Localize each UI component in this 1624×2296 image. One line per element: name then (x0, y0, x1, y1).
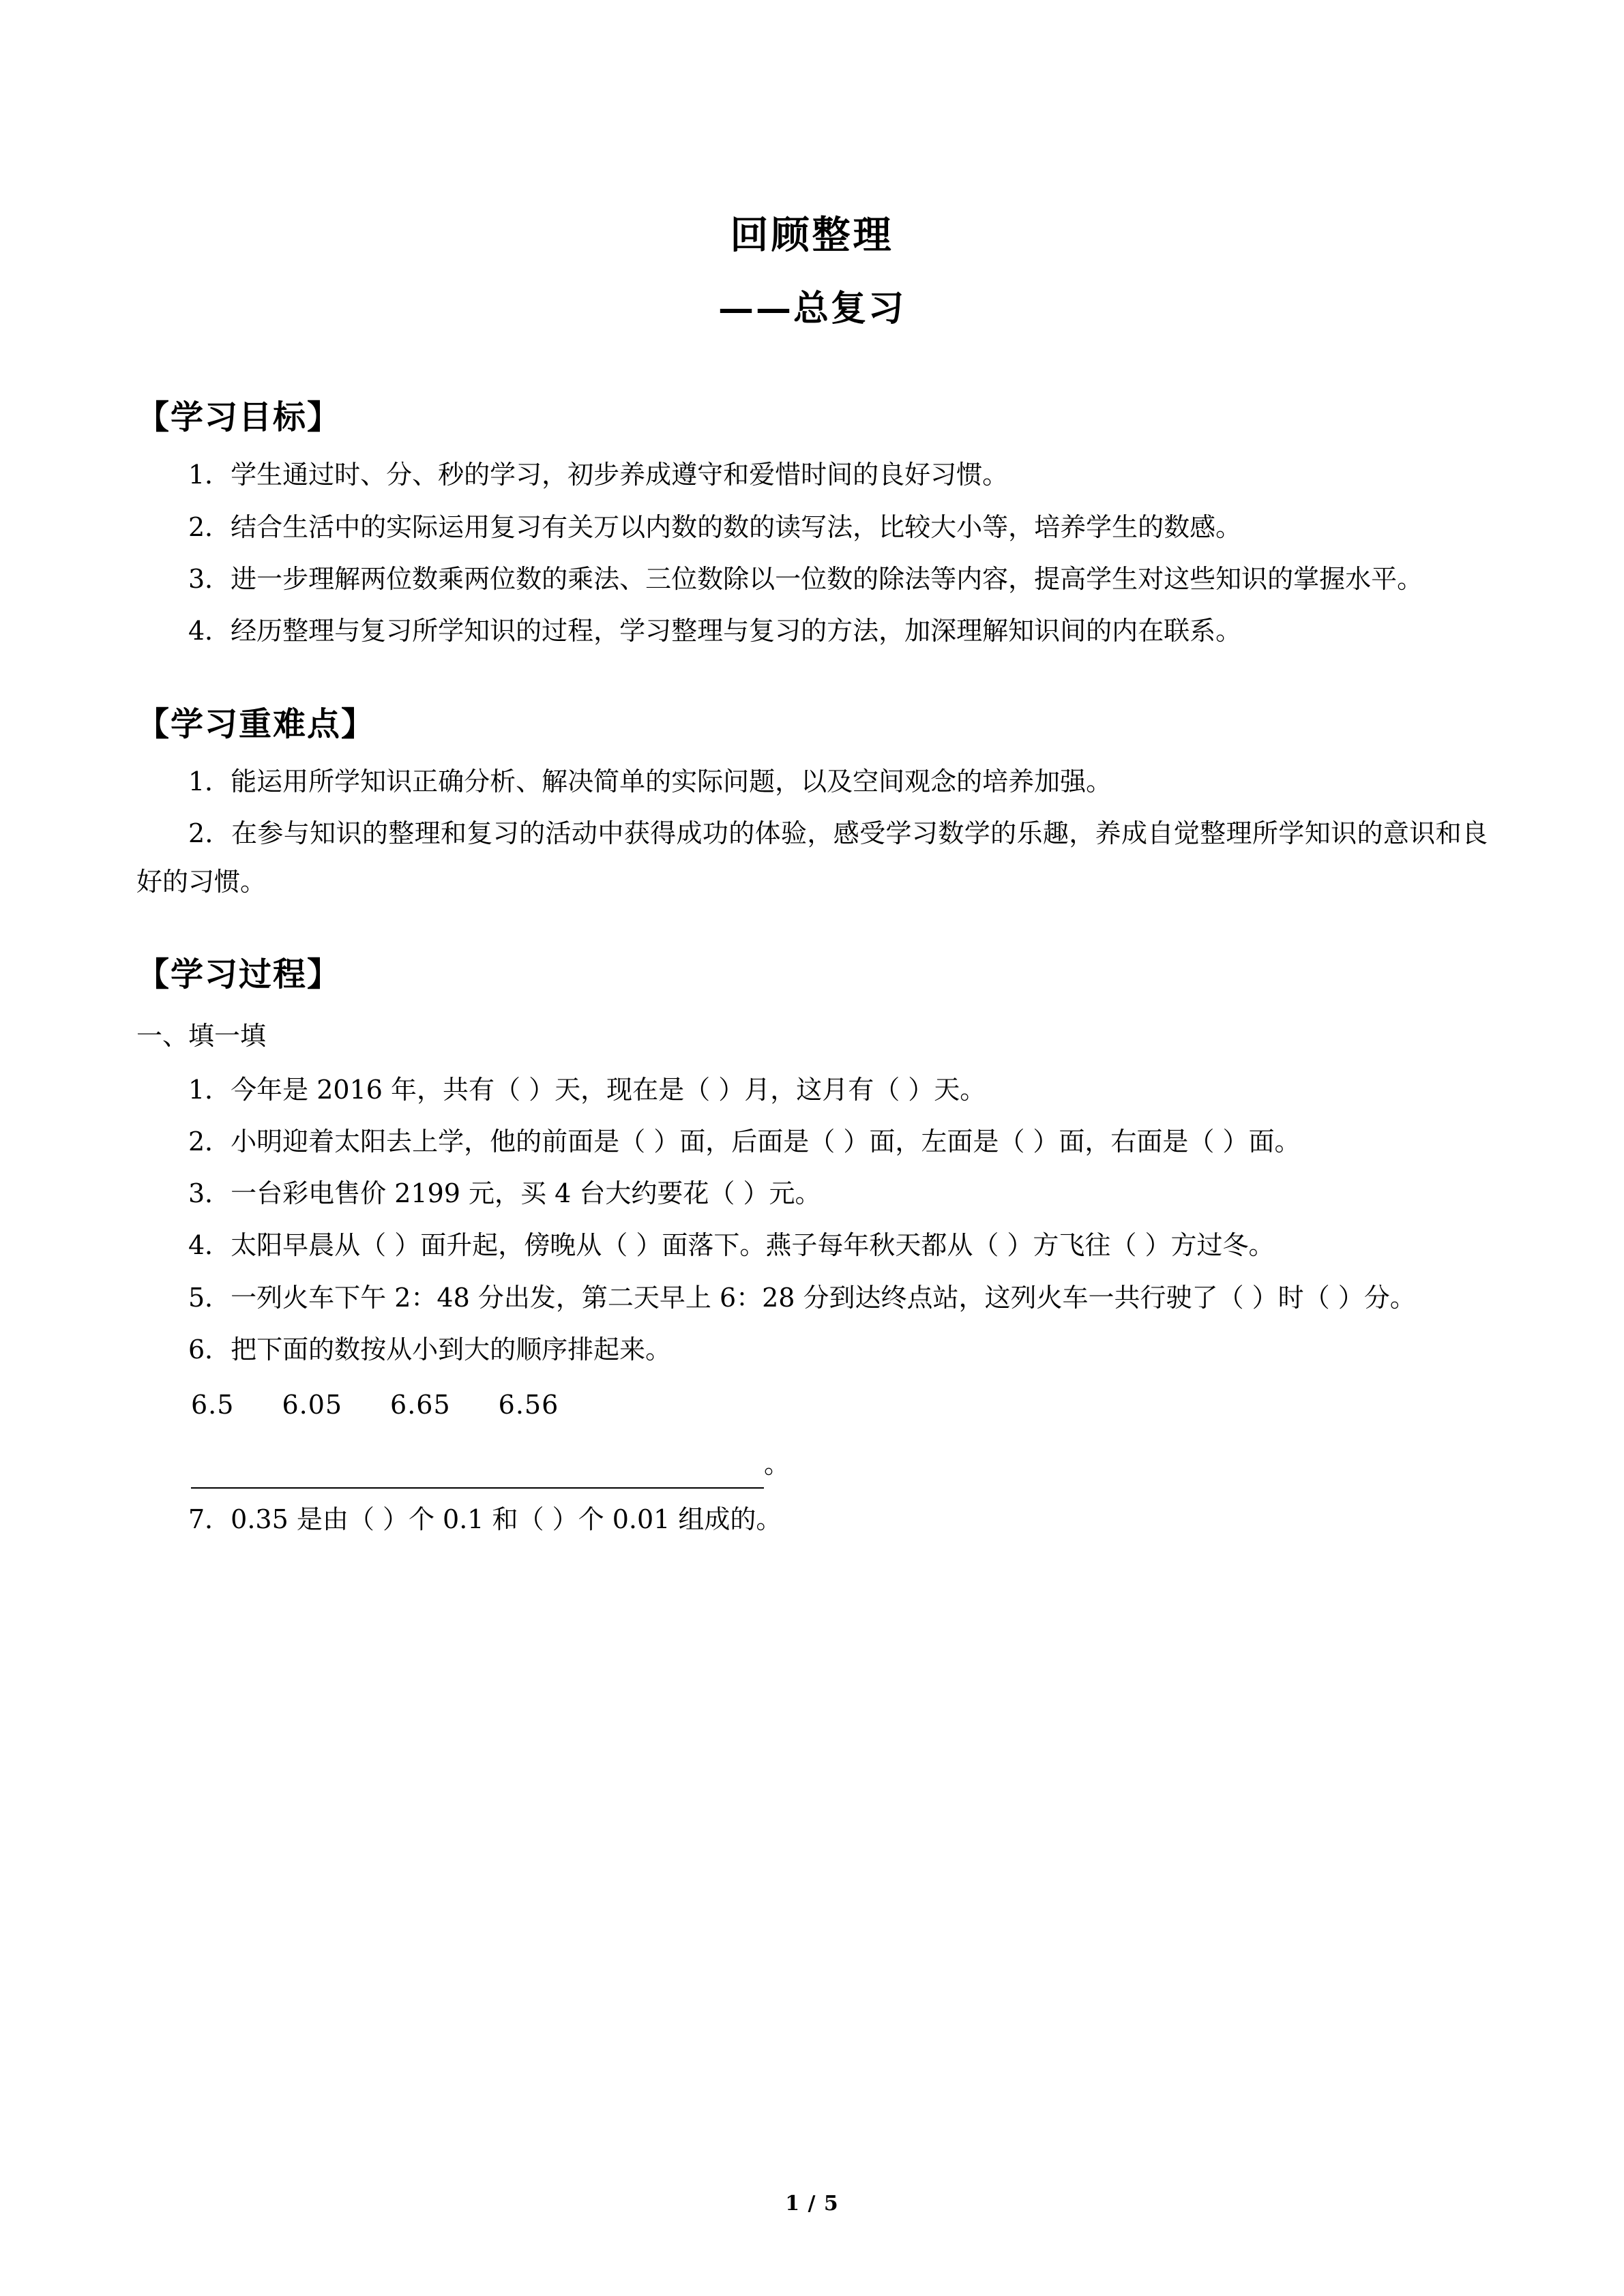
process-part-label: 一、填一填 (136, 1021, 267, 1052)
number-value: 6.5 (191, 1390, 235, 1420)
objective-item: 3．进一步理解两位数乘两位数的乘法、三位数除以一位数的除法等内容，提高学生对这些知识的掌握水平。 (188, 563, 1423, 594)
objective-item: 1．学生通过时、分、秒的学习，初步养成遵守和爱惜时间的良好习惯。 (188, 460, 1009, 490)
number-sequence (191, 1380, 1488, 1429)
question-item: 6．把下面的数按从小到大的顺序排起来。 (188, 1335, 672, 1365)
question-item: 5．一列火车下午 2：48 分出发，第二天早上 6：28 分到达终点站，这列火车一共行驶了（ ）时（ ）分。 (188, 1282, 1416, 1313)
key-point-item: 2．在参与知识的整理和复习的活动中获得成功的体验，感受学习数学的乐趣，养成自觉整理所学知识的意识和良好的习惯。 (136, 818, 1488, 897)
number-value: 6.65 (390, 1390, 451, 1420)
answer-blank-suffix: 。 (764, 1448, 791, 1479)
answer-blank-row (191, 1440, 1488, 1489)
number-value: 6.05 (282, 1390, 343, 1420)
page-footer: 1 / 5 (785, 2192, 839, 2216)
key-point-item: 1．能运用所学知识正确分析、解决简单的实际问题，以及空间观念的培养加强。 (188, 766, 1112, 796)
objective-item: 4．经历整理与复习所学知识的过程，学习整理与复习的方法，加深理解知识间的内在联系。 (188, 616, 1242, 646)
answer-blank-line (191, 1457, 764, 1489)
section-heading-key-points: 【学习重难点】 (136, 704, 376, 743)
question-item: 4．太阳早晨从（ ）面升起，傍晚从（ ）面落下。燕子每年秋天都从（ ）方飞往（ ）方过冬。 (188, 1230, 1275, 1261)
number-value: 6.56 (498, 1390, 559, 1420)
question-item: 2．小明迎着太阳去上学，他的前面是（ ）面，后面是（ ）面，左面是（ ）面，右面是（ ）面。 (188, 1126, 1301, 1157)
page-subtitle: ——总复习 (718, 288, 906, 329)
section-heading-objectives: 【学习目标】 (136, 398, 342, 436)
page-title: 回顾整理 (730, 213, 894, 258)
question-item: 1．今年是 2016 年，共有（ ）天，现在是（ ）月，这月有（ ）天。 (188, 1074, 986, 1105)
section-heading-process: 【学习过程】 (136, 955, 342, 994)
question-item: 3．一台彩电售价 2199 元，买 4 台大约要花（ ）元。 (188, 1178, 821, 1209)
question-item: 7．0.35 是由（ ）个 0.1 和（ ）个 0.01 组成的。 (188, 1504, 782, 1534)
objective-item: 2．结合生活中的实际运用复习有关万以内数的数的读写法，比较大小等，培养学生的数感。 (188, 511, 1242, 542)
